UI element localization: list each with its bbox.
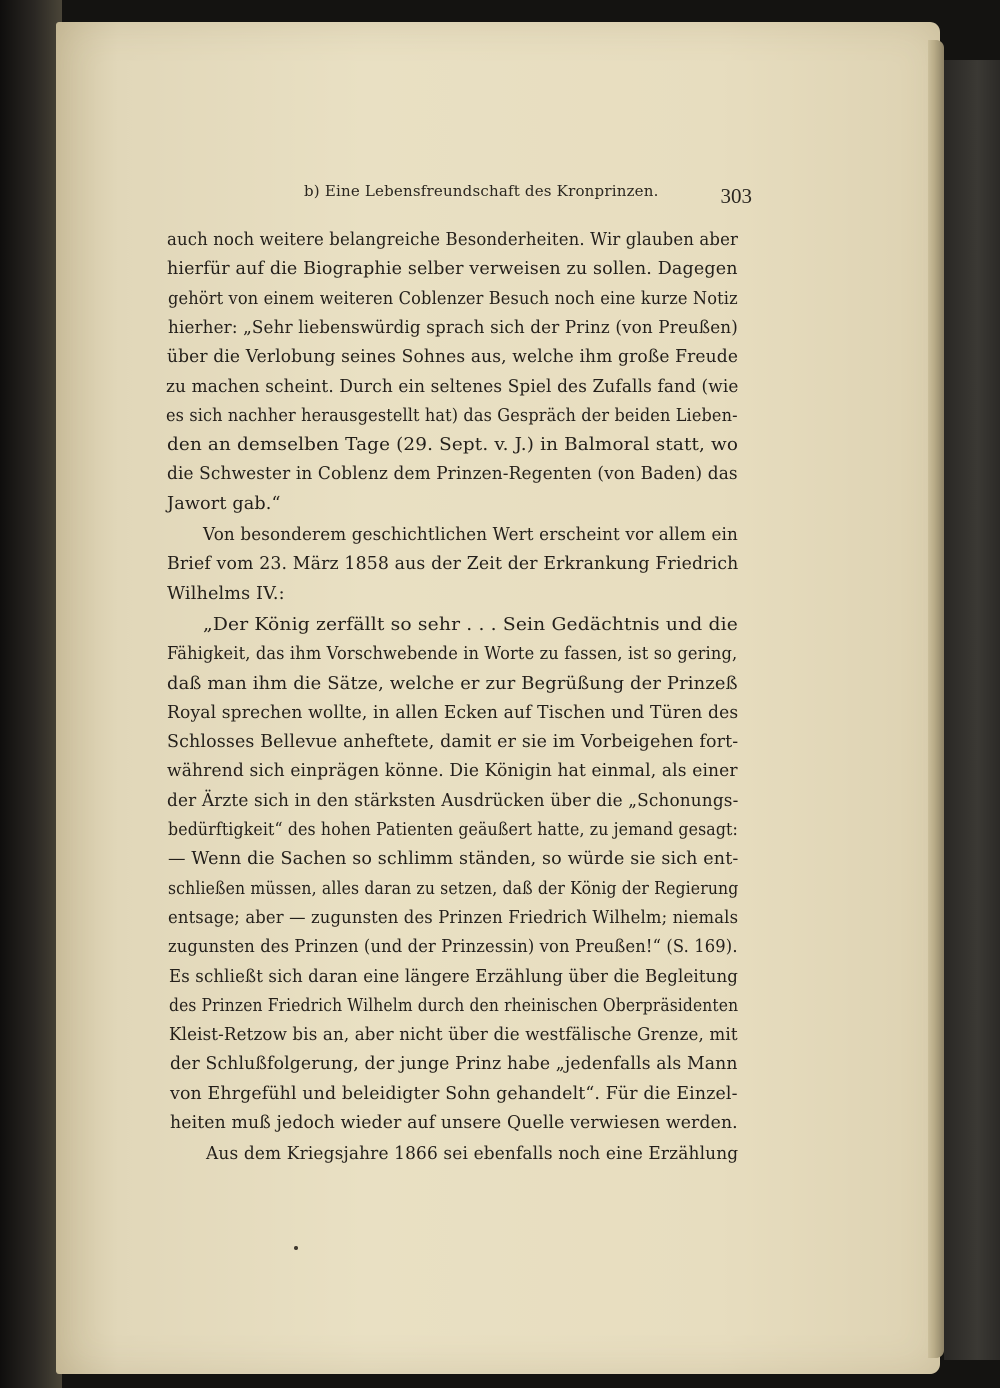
text-line: gehört von einem weiteren Coblenzer Besuch noch eine kurze Notiz [168,288,738,309]
text-line: Von besonderem geschichtlichen Wert erscheint vor allem ein [203,525,738,545]
text-line: des Prinzen Friedrich Wilhelm durch den rheinischen Oberpräsidenten [169,995,739,1016]
text-line: bedürftigkeit“ des hohen Patienten geäußert hatte, zu jemand gesagt: [168,820,738,840]
text-line: daß man ihm die Sätze, welche er zur Begrüßung der Prinzeß [167,673,738,694]
text-line: zugunsten des Prinzen (und der Prinzessin) von Preußen!“ (S. 169). [168,937,738,958]
text-line: Es schließt sich daran eine längere Erzählung über die Begleitung [169,966,739,987]
text-line: Royal sprechen wollte, in allen Ecken auf Tischen und Türen des [167,702,739,723]
text-line: den an demselben Tage (29. Sept. v. J.) in Balmoral statt, wo [167,435,739,456]
text-line: der Schlußfolgerung, der junge Prinz habe „jedenfalls als Mann [170,1054,738,1075]
text-line: Jawort gab.“ [167,493,281,514]
paper-speck [294,1246,298,1250]
text-line: während sich einprägen könne. Die Königin hat einmal, als einer [167,761,738,782]
text-line: heiten muß jedoch wieder auf unsere Quelle verwiesen werden. [170,1113,738,1133]
text-line: über die Verlobung seines Sohnes aus, welche ihm große Freude [167,347,739,368]
text-line: zu machen scheint. Durch ein seltenes Spiel des Zufalls fand (wie [166,376,739,397]
text-line: Aus dem Kriegsjahre 1866 sei ebenfalls noch eine Erzählung [206,1144,739,1165]
text-line: Brief vom 23. März 1858 aus der Zeit der Erkrankung Friedrich [167,554,739,575]
paper-page [56,22,940,1374]
text-line: der Ärzte sich in den stärksten Ausdrücken über die „Schonungs- [167,790,739,811]
text-line: „Der König zerfällt so sehr . . . Sein Gedächtnis und die [203,614,738,635]
page-edge [928,40,944,1358]
text-line: es sich nachher herausgestellt hat) das Gespräch der beiden Lieben- [166,405,738,426]
cover-edge [944,60,1000,1360]
text-line: Schlosses Bellevue anheftete, damit er sie im Vorbeigehen fort- [167,732,739,753]
text-line: von Ehrgefühl und beleidigter Sohn gehandelt“. Für die Einzel- [170,1083,738,1104]
book-gutter [0,0,62,1388]
text-line: Wilhelms IV.: [167,583,285,604]
text-line: schließen müssen, alles daran zu setzen, daß der König der Regierung [168,878,739,899]
text-line: hierher: „Sehr liebenswürdig sprach sich der Prinz (von Preußen) [168,317,738,338]
text-line: auch noch weitere belangreiche Besonderheiten. Wir glauben aber [167,230,739,250]
text-line: Kleist-Retzow bis an, aber nicht über die westfälische Grenze, mit [169,1025,738,1046]
text-line: hierfür auf die Biographie selber verweisen zu sollen. Dagegen [167,259,738,280]
text-line: entsage; aber — zugunsten des Prinzen Friedrich Wilhelm; niemals [168,907,739,928]
running-head: b) Eine Lebensfreundschaft des Kronprinzen. [304,182,659,200]
text-line: Fähigkeit, das ihm Vorschwebende in Worte zu fassen, ist so gering, [167,644,738,665]
page-number: 303 [720,184,752,208]
text-line: — Wenn die Sachen so schlimm ständen, so würde sie sich ent- [168,849,739,870]
text-line: die Schwester in Coblenz dem Prinzen-Regenten (von Baden) das [167,464,738,485]
